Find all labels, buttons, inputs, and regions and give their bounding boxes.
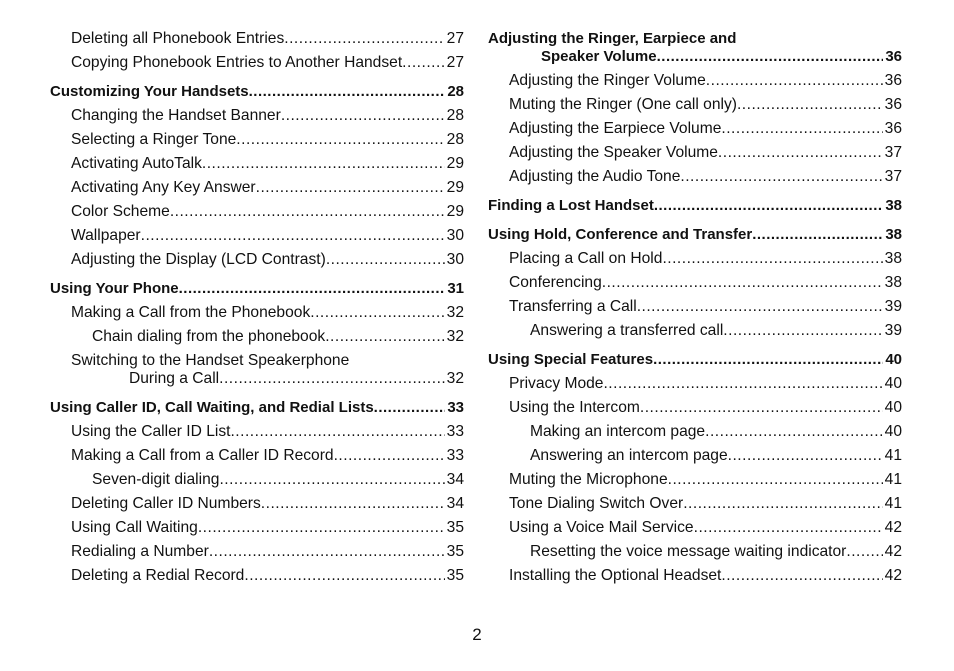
toc-entry[interactable]	[50, 519, 464, 537]
toc-entry-page: 36	[884, 96, 902, 113]
toc-entry-title: Adjusting the Audio Tone	[509, 168, 681, 185]
toc-entry-page: 29	[446, 179, 464, 196]
dot-leader	[694, 519, 883, 537]
toc-entry-title: Using a Voice Mail Service	[509, 519, 694, 536]
toc-entry-title: Using the Intercom	[509, 399, 640, 416]
toc-entry-title: Customizing Your Handsets	[50, 83, 249, 100]
toc-entry-title: Making an intercom page	[530, 423, 706, 440]
dot-leader	[236, 131, 444, 149]
toc-section-entry[interactable]	[488, 197, 902, 215]
dot-leader	[202, 155, 445, 173]
toc-entry-title: Answering a transferred call	[530, 322, 724, 339]
toc-entry-title: Tone Dialing Switch Over	[509, 495, 684, 512]
toc-section-entry[interactable]	[50, 83, 464, 101]
dot-leader	[209, 543, 445, 561]
dot-leader	[657, 48, 884, 66]
toc-entry-page: 29	[446, 155, 464, 172]
toc-entry-page: 37	[884, 168, 902, 185]
dot-leader	[256, 179, 445, 197]
toc-entry[interactable]	[50, 203, 464, 221]
dot-leader	[640, 399, 883, 417]
toc-entry-title: Making a Call from a Caller ID Record	[71, 447, 334, 464]
toc-entry-page: 40	[884, 399, 902, 416]
dot-leader	[721, 567, 882, 585]
toc-entry-page: 42	[884, 543, 902, 560]
toc-entry-page: 42	[884, 567, 902, 584]
toc-entry-title: Activating Any Key Answer	[71, 179, 256, 196]
dot-leader	[723, 322, 882, 340]
toc-entry-title: Installing the Optional Headset	[509, 567, 722, 584]
toc-entry-page: 32	[446, 304, 464, 321]
dot-leader	[637, 298, 883, 316]
toc-entry[interactable]	[488, 250, 902, 268]
toc-entry-title: Copying Phonebook Entries to Another Handset	[71, 54, 403, 71]
toc-entry-title: Finding a Lost Handset	[488, 197, 654, 214]
toc-entry[interactable]	[50, 543, 464, 561]
toc-entry[interactable]	[50, 155, 464, 173]
dot-leader	[683, 495, 882, 513]
toc-section-entry[interactable]	[50, 280, 464, 298]
toc-entry-page: 38	[885, 226, 902, 243]
toc-entry-page: 33	[447, 399, 464, 416]
toc-entry-title: Adjusting the Ringer Volume	[509, 72, 706, 89]
toc-entry-title: Changing the Handset Banner	[71, 107, 281, 124]
toc-entry[interactable]	[50, 251, 464, 269]
page-number: 2	[472, 625, 482, 644]
toc-entry[interactable]	[488, 168, 902, 186]
dot-leader	[141, 227, 445, 245]
toc-entry-page: 38	[884, 250, 902, 267]
toc-entry-page: 41	[884, 447, 902, 464]
toc-entry[interactable]	[488, 423, 902, 441]
toc-entry[interactable]	[50, 567, 464, 585]
dot-leader	[662, 250, 882, 268]
toc-entry-page: 36	[884, 120, 902, 137]
toc-entry-page: 39	[884, 322, 902, 339]
toc-entry-page: 29	[446, 203, 464, 220]
toc-entry-title: Adjusting the Earpiece Volume	[509, 120, 722, 137]
toc-entry-page: 33	[446, 423, 464, 440]
toc-entry-page: 36	[885, 48, 902, 65]
toc-entry[interactable]	[488, 120, 902, 138]
toc-entry[interactable]	[488, 375, 902, 393]
toc-entry-page: 38	[884, 274, 902, 291]
toc-entry[interactable]	[488, 274, 902, 292]
toc-entry-title: Seven-digit dialing	[92, 471, 220, 488]
toc-entry-title: Speaker Volume	[541, 48, 657, 65]
dot-leader	[706, 72, 883, 90]
toc-entry[interactable]	[50, 495, 464, 513]
toc-entry-title: Muting the Ringer (One call only)	[509, 96, 737, 113]
toc-entry[interactable]	[50, 471, 464, 489]
toc-entry[interactable]	[50, 227, 464, 245]
toc-entry-page: 37	[884, 144, 902, 161]
toc-entry-title: Activating AutoTalk	[71, 155, 202, 172]
toc-entry-page: 33	[446, 447, 464, 464]
toc-entry-title: During a Call	[129, 370, 220, 387]
toc-entry[interactable]	[488, 447, 902, 465]
toc-entry[interactable]	[488, 96, 902, 114]
toc-entry[interactable]	[50, 447, 464, 465]
toc-entry[interactable]	[488, 322, 902, 340]
toc-entry-page: 30	[446, 251, 464, 268]
dot-leader	[728, 447, 883, 465]
dot-leader	[846, 543, 882, 561]
dot-leader	[402, 54, 444, 72]
toc-entry-title: Using Special Features	[488, 351, 654, 368]
toc-entry-title: Using Hold, Conference and Transfer	[488, 226, 753, 243]
toc-entry-page: 34	[446, 495, 464, 512]
toc-entry-title: Using Your Phone	[50, 280, 179, 297]
toc-entry-page: 38	[885, 197, 902, 214]
dot-leader	[718, 144, 883, 162]
dot-leader	[721, 120, 882, 138]
toc-entry-title: Selecting a Ringer Tone	[71, 131, 237, 148]
toc-entry[interactable]	[488, 567, 902, 585]
toc-entry-title: Using the Caller ID List	[71, 423, 231, 440]
toc-entry-title: Answering an intercom page	[530, 447, 728, 464]
toc-entry-page: 35	[446, 567, 464, 584]
toc-entry-title: Chain dialing from the phonebook	[92, 328, 326, 345]
toc-entry-page: 32	[446, 370, 464, 387]
toc-entry-page: 36	[884, 72, 902, 89]
toc-entry-title: Color Scheme	[71, 203, 170, 220]
toc-entry-page: 40	[884, 423, 902, 440]
toc-entry-page: 35	[446, 519, 464, 536]
toc-entry-title: Making a Call from the Phonebook	[71, 304, 311, 321]
dot-leader	[603, 375, 882, 393]
toc-section-entry[interactable]	[488, 351, 902, 369]
toc-entry-page: 28	[446, 131, 464, 148]
toc-entry-page: 42	[884, 519, 902, 536]
toc-entry[interactable]	[488, 495, 902, 513]
toc-entry-title: Using Caller ID, Call Waiting, and Redial Lists	[50, 399, 374, 416]
toc-entry-title: Redialing a Number	[71, 543, 209, 560]
toc-entry-title-line1: Switching to the Handset Speakerphone	[71, 352, 350, 369]
toc-entry-page: 34	[446, 471, 464, 488]
toc-column-left	[50, 30, 464, 585]
dot-leader	[244, 567, 444, 585]
dot-leader	[179, 280, 446, 298]
toc-entry-continuation	[50, 370, 464, 388]
dot-leader	[680, 168, 882, 186]
dot-leader	[170, 203, 445, 221]
dot-leader	[284, 30, 444, 48]
toc-entry[interactable]	[50, 179, 464, 197]
toc-entry-title: Adjusting the Display (LCD Contrast)	[71, 251, 326, 268]
dot-leader	[374, 399, 446, 417]
toc-entry[interactable]	[50, 54, 464, 72]
toc-entry-page: 41	[884, 495, 902, 512]
toc-section-entry[interactable]	[488, 226, 902, 244]
toc-entry-page: 40	[885, 351, 902, 368]
dot-leader	[752, 226, 883, 244]
dot-leader	[219, 370, 445, 388]
toc-entry[interactable]	[50, 107, 464, 125]
dot-leader	[668, 471, 883, 489]
toc-entry-title: Placing a Call on Hold	[509, 250, 663, 267]
toc-entry-page: 27	[446, 30, 464, 47]
dot-leader	[334, 447, 445, 465]
toc-entry-title: Using Call Waiting	[71, 519, 198, 536]
toc-entry[interactable]	[488, 399, 902, 417]
dot-leader	[219, 471, 444, 489]
toc-entry[interactable]	[50, 131, 464, 149]
dot-leader	[325, 328, 444, 346]
dot-leader	[249, 83, 446, 101]
toc-entry-title: Resetting the voice message waiting indicator	[530, 543, 847, 560]
toc-entry-page: 32	[446, 328, 464, 345]
toc-entry-page: 41	[884, 471, 902, 488]
toc-entry-title: Privacy Mode	[509, 375, 604, 392]
toc-entry[interactable]	[488, 543, 902, 561]
toc-entry-title: Wallpaper	[71, 227, 141, 244]
toc-entry[interactable]	[488, 72, 902, 90]
dot-leader	[310, 304, 444, 322]
toc-entry-title: Deleting all Phonebook Entries	[71, 30, 285, 47]
dot-leader	[705, 423, 883, 441]
toc-section-entry[interactable]	[488, 30, 902, 66]
dot-leader	[261, 495, 445, 513]
toc-entry[interactable]	[50, 304, 464, 322]
toc-entry-page: 40	[884, 375, 902, 392]
toc-entry[interactable]	[50, 423, 464, 441]
toc-entry[interactable]	[50, 30, 464, 48]
toc-entry-page: 39	[884, 298, 902, 315]
toc-entry-title: Adjusting the Speaker Volume	[509, 144, 718, 161]
dot-leader	[230, 423, 444, 441]
dot-leader	[653, 351, 883, 369]
toc-entry-page: 28	[446, 107, 464, 124]
dot-leader	[654, 197, 883, 215]
toc-entry-page: 30	[446, 227, 464, 244]
toc-entry-page: 28	[447, 83, 464, 100]
toc-column-right	[488, 30, 902, 585]
dot-leader	[737, 96, 883, 114]
toc-entry-page: 27	[446, 54, 464, 71]
toc-entry-title: Deleting Caller ID Numbers	[71, 495, 261, 512]
toc-entry[interactable]	[50, 328, 464, 346]
toc-entry-title-line1: Adjusting the Ringer, Earpiece and	[488, 30, 737, 47]
toc-entry-title: Muting the Microphone	[509, 471, 668, 488]
toc-entry[interactable]	[488, 298, 902, 316]
dot-leader	[281, 107, 445, 125]
toc-section-entry[interactable]	[50, 399, 464, 417]
toc-entry-page: 31	[447, 280, 464, 297]
toc-entry-title: Conferencing	[509, 274, 602, 291]
dot-leader	[326, 251, 445, 269]
toc-entry[interactable]	[488, 471, 902, 489]
toc-entry[interactable]	[488, 519, 902, 537]
toc-entry-title: Transferring a Call	[509, 298, 637, 315]
toc-entry[interactable]	[50, 352, 464, 388]
toc-entry-continuation	[488, 48, 902, 66]
dot-leader	[198, 519, 445, 537]
toc-entry[interactable]	[488, 144, 902, 162]
toc-entry-page: 35	[446, 543, 464, 560]
dot-leader	[602, 274, 883, 292]
toc-entry-title: Deleting a Redial Record	[71, 567, 245, 584]
